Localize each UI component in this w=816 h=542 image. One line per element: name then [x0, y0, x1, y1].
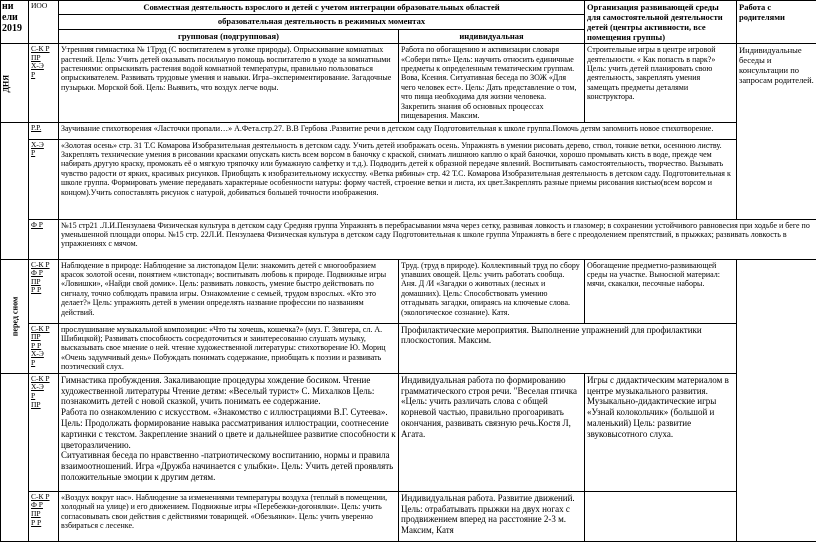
cell-r5-individual: Труд. (труд в природе). Коллективный труд по сбору упавших овощей. Цель: учить работать сообща. Аня. Д /И «Загадки о животных (лесных и домашних). Цель: Способствовать умению отгадывать загадки, опираясь на ключевые слова. (экологическое сознание). Катя.	[399, 259, 585, 323]
cell-r1-group: Утренняя гимнастика № 1Труд (С воспитателем в уголке природы). Опрыскивание комнатных растений. Цель: Учить детей оказывать посильную помощь воспитателю в уходе за комнатными растениями: опрыскивать растения водой комнатной температуры, правильно пользоваться опрыскивателем. Развивать трудовые умения и навыки. Игра–экспериментирование. Загадочные пузырьки. Морской бой. Цель: Выявить, что воздух легче воды.	[59, 44, 399, 123]
cell-r8-environment-empty	[585, 491, 737, 541]
cell-r3-text: «Золотая осень» стр. 31 Т.С Комарова Изобразительная деятельность в детском саду. Учить детей изображать осень. Упражнять в умении рисовать дерево, ствол, тонкие ветки, осеннюю листву. Закреплять технические умения в рисовании красками опускать кисть всем ворсом в баночку с краской, снимать лишнюю каплю о край баночки, хорошо промывать кисть в воде, прежде чем набирать другую краску, промокать её о мягкую тряпочку или бумажную салфетку и т.д.). Подводить детей к образной передаче явлений. Воспитывать самостоятельность, творчество. Вызывать чувство радости от ярких, красивых рисунков. Приобщать к изобразительному искусству. «Ветка рябины» стр. 42 Т.С. Комарова Изобразительная деятельность в детском саду. Подготовительная к школе группа. Формировать умение передавать характерные особенности натуры: форму частей, строение ветки и листа, их цвет.Закреплять разные приемы рисования кистью(всем ворсом и концом).Учить сопоставлять рисунок с натурой, добиваться большей точности изображения.	[59, 139, 737, 219]
codes-r4: Ф Р	[29, 219, 59, 259]
side-label-day: ДНЯ	[1, 44, 29, 123]
blank-side-1	[1, 122, 29, 259]
cell-r1-environment: Строительные игры в центре игровой деятельности. « Как попасть в парк?» Цель: учить детей планировать свою деятельность, закреплять умения замещать предметы деталями конструктора.	[585, 44, 737, 123]
cell-r5-group: Наблюдение в природе: Наблюдение за листопадом Цели: знакомить детей с многообразием красок золотой осени, понятием «листопад»; воспитывать любовь к природе. Подвижные игры «Ловишки», «Найди свой домик». Цель: развивать ловкость, умение быстро действовать по сигналу, точно соблюдать правила игры. Ознакомление с семьей, трудом взрослых. «Кто это делает?» Цель: упражнять детей в умении определять название профессии по названиям действий.	[59, 259, 399, 323]
cell-r6-group: прослушивание музыкальной композиции: «Что ты хочешь, кошечка?» (муз. Г. Зингера, сл. А. Шибицкой); Развивать способность сосредоточиться и заинтересованно слушать музыку, высказывать свое мнение о ней. чтение художественной литературы: стихотворение Ю. Мориц «Очень задумчивый день» Побуждать понимать содержание, приобщать к поэзии и развивать поэтический слух.	[59, 323, 399, 373]
cell-r7-individual: Индивидуальная работа по формированию грамматического строя речи. "Веселая птичка «Цель: учить различать слова с общей корневой частью, правильно прогоаривать окончания, развивать связную речь.Костя Л, Агата.	[399, 373, 585, 491]
codes-r8: С-К Р Ф Р ПР Р Р	[29, 491, 59, 541]
cell-r7-environment: Игры с дидактическим материалом в центре музыкального развития. Музыкально-дидактические игры «Узнай колокольчик» (большой и маленький) Цель: развитие звуковысотного слуха.	[585, 373, 737, 491]
cell-r1-individual: Работа по обогащению и активизации словаря «Собери пять» Цель: научить относить единичные предметы к определенным тематическим группам. Вова, Ксения. Ситуативная беседа по ЗОЖ «Для чего человек ест». Цель: Дать представление о том, что пища необходима для жизни человека. Закрепить знания об основных процессах пищеварения. Максим.	[399, 44, 585, 123]
group-header: групповая (подгрупповая)	[59, 29, 399, 43]
blank-side-2	[1, 373, 29, 541]
individual-header: индивидуальная	[399, 29, 585, 43]
codes-r6: С-К Р ПР Р Р Х-Э Р	[29, 323, 59, 373]
regime-header: образовательная деятельность в режимных моментах	[59, 15, 585, 29]
r7-group-para-2: Работа по ознакомлению с искусством. «Знакомство с иллюстрациями В.Г. Сутеева». Цель: Продолжать формирование навыка рассматривания иллюстрации, соотнесение картинки с текстом. Закрепление знаний о цвете и дальнейшее развитие способности к цветоразличению.	[61, 407, 396, 450]
cell-r6-individual: Профилактические мероприятия. Выполнение упражнений для профилактики плоскостопия. Максим.	[399, 323, 737, 373]
codes-r5: С-К Р Ф Р ПР Р Р	[29, 259, 59, 323]
cell-r4-text: №15 стр21 .Л.И.Пензулаева Физическая культура в детском саду Средняя группа Упражнять в перебрасывании мяча через сетку, развивая ловкость и глазомер; в сохранении устойчивого равновесия при ходьбе и беге по уменьшенной площади опоры. №15 стр. 22Л.И. Пензулаева Физическая культура в детском саду Подготовительная к школе группа Упражнять в беге с преодолением препятствий, в прыжках; развивать ловкость в упражнениях с мячом.	[59, 219, 816, 259]
r7-group-para-1: Гимнастика пробуждения. Закаливающие процедуры хождение босиком. Чтение художественной литературы Чтение детям: «Веселый турист» С. Михалков Цель: познакомить детей с новой сказкой, учить понимать ее содержание.	[61, 375, 396, 407]
environment-header: Организация развивающей среды для самостоятельной деятельности детей (центры активности, все помещения группы)	[585, 1, 737, 44]
cell-r5-environment: Обогащение предметно-развивающей среды на участке. Выносной материал: мячи, скакалки, песочные наборы.	[585, 259, 737, 323]
cell-parents-empty	[737, 259, 816, 541]
cell-r2-text: Заучивание стихотворения «Ласточки пропали…» А.Фета.стр.27. В.В Гербова .Развитие речи в детском саду Подготовительная к школе группа.Помочь детям запомнить новое стихотворение.	[59, 122, 737, 139]
cell-r7-group	[59, 373, 399, 491]
cell-r8-individual: Индивидуальная работа. Развитие движений. Цель: отрабатывать прыжки на двух ногах с продвижением вперед на расстояние 2-3 м. Максим, Катя	[399, 491, 585, 541]
joint-activity-header: Совместная деятельность взрослого и детей с учетом интеграции образовательных областей	[59, 1, 585, 15]
cell-r8-group: «Воздух вокруг нас». Наблюдение за изменениями температуры воздуха (теплый в помещении, холодный на улице) и его движением. Подвижные игры «Перебежки-догонялки». Цель: учить согласовывать свои действия с действиями товарищей. «Обезьянки». Цель: учить уверенно взбираться с лесенке.	[59, 491, 399, 541]
side-label-evening: перед сном	[1, 259, 29, 373]
ioo-header: ИОО	[29, 1, 59, 44]
codes-r3: Х-Э Р	[29, 139, 59, 219]
cell-r1-parents: Индивидуальные беседы и консультации по запросам родителей.	[737, 44, 816, 220]
codes-r7: С-К Р Х-Э Р ПР	[29, 373, 59, 491]
codes-r2: Р.Р.	[29, 122, 59, 139]
r7-group-para-3: Ситуативная беседа по нравственно -патриотическому воспитанию, нормы и правила взаимоотношений. Игра «Дружба начинается с улыбки». Цель: Учить детей проявлять положительные эмоции к другим детям.	[61, 450, 396, 482]
day-date-header: ни ели 2019	[1, 1, 29, 44]
parents-header: Работа с родителями	[737, 1, 816, 44]
codes-r1: С-К Р ПР Х-Э Р	[29, 44, 59, 123]
